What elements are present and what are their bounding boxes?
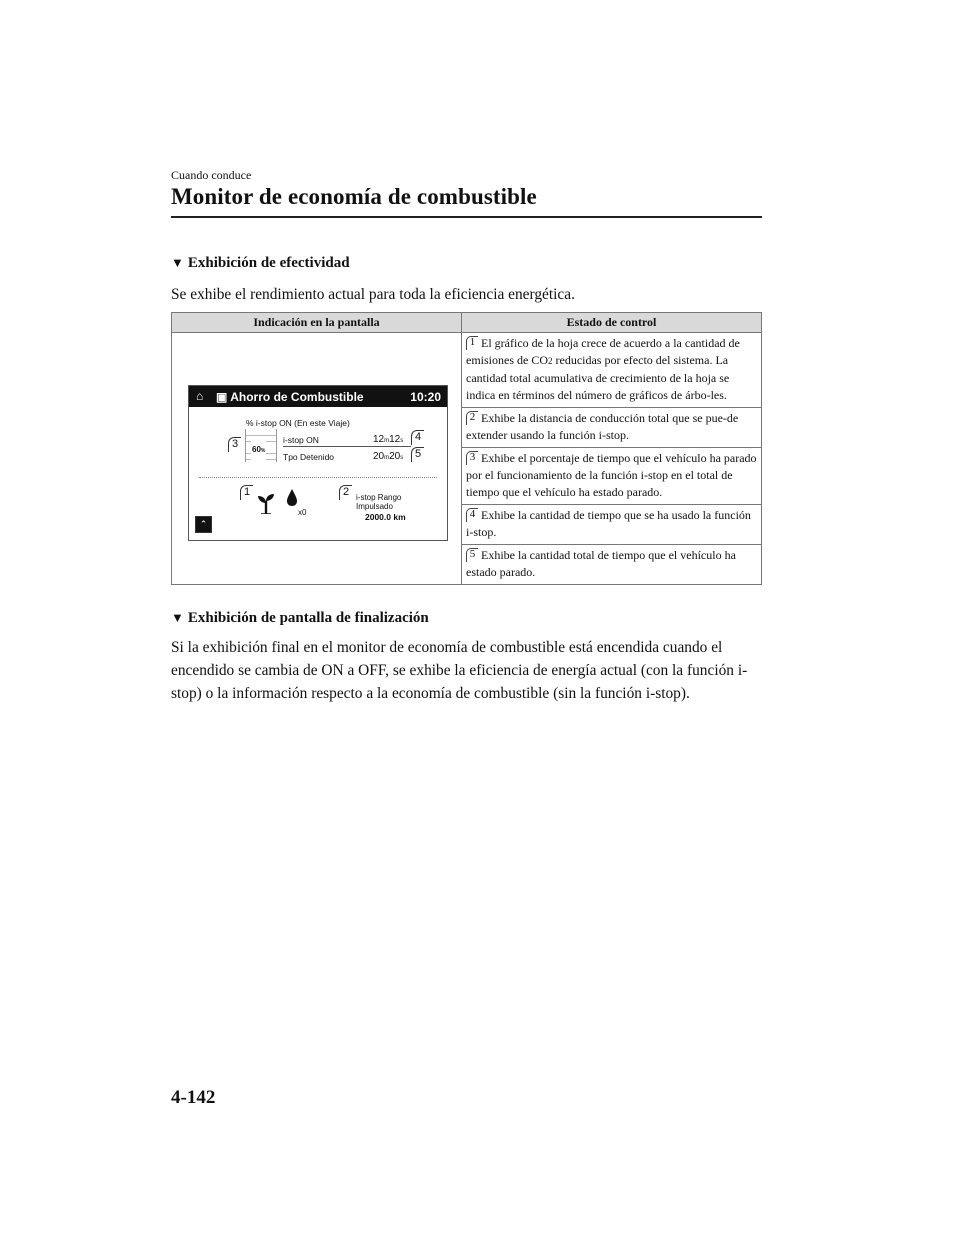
screen-subtitle: % i-stop ON (En este Viaje)	[246, 418, 350, 428]
control-row-5: 5 Exhibe la cantidad total de tiempo que el vehículo ha estado parado.	[462, 545, 762, 585]
triangle-marker-icon: ▼	[171, 610, 184, 625]
range-label-line2: Impulsado	[356, 502, 393, 511]
stopped-time-label: Tpo Detenido	[283, 452, 335, 462]
fuel-economy-screen	[188, 385, 448, 541]
screen-divider	[199, 477, 437, 478]
page-number: 4-142	[171, 1087, 216, 1108]
chevron-up-icon: ⌃	[195, 516, 212, 533]
screen-clock: 10:20	[410, 390, 441, 404]
tree-count: x0	[298, 508, 307, 517]
screen-illustration-cell	[172, 333, 462, 585]
range-value: 2000.0 km	[365, 512, 406, 522]
control-row-2: 2 Exhibe la distancia de conducción total que se pue-de extender usando la función i-stop.	[462, 408, 762, 448]
gauge-value: 60%	[251, 441, 266, 460]
istop-on-label: i-stop ON	[283, 435, 319, 445]
column-header-display: Indicación en la pantalla	[172, 313, 462, 333]
callout-3: 3	[228, 437, 241, 452]
screen-header	[189, 386, 447, 407]
title-rule	[171, 216, 762, 218]
control-table	[171, 312, 762, 585]
triangle-marker-icon: ▼	[171, 255, 184, 270]
callout-number: 4	[466, 508, 478, 522]
screen-title: ▣ Ahorro de Combustible	[216, 390, 364, 404]
column-header-control: Estado de control	[462, 313, 762, 333]
section-heading-effectiveness: ▼ Exhibición de efectividad	[171, 255, 350, 271]
istop-on-time: 12m12s	[373, 434, 404, 445]
callout-number: 1	[466, 336, 478, 350]
callout-5: 5	[411, 447, 424, 462]
callout-number: 2	[466, 411, 478, 425]
callout-2: 2	[339, 485, 352, 500]
chapter-label: Cuando conduce	[171, 168, 252, 182]
callout-1: 1	[240, 485, 253, 500]
tree-icon	[286, 489, 298, 507]
section-body: Si la exhibición final en el monitor de economía de combustible está encendida cuando el encendido se cambia de ON a OFF, se exhibe la eficiencia de energía actual (con la función i-stop) o la información respecto a la economía de combustible (sin la función i-stop).	[171, 639, 748, 702]
percent-gauge	[245, 429, 277, 462]
range-label-line1: i-stop Rango	[356, 493, 402, 502]
sprout-icon	[257, 492, 275, 514]
control-row-3: 3 Exhibe el porcentaje de tiempo que el vehículo ha parado por el funcionamiento de la función i-stop en el total de tiempo que el vehículo ha estado parado.	[462, 448, 762, 505]
home-icon: ⌂	[196, 389, 204, 403]
callout-4: 4	[411, 430, 424, 445]
control-row-1: 1 El gráfico de la hoja crece de acuerdo a la cantidad de emisiones de CO2 reducidas por efecto del sistema. La cantidad total acumulativa de crecimiento de la hoja se indica en términos del número de gráficos de árbo-les.	[462, 333, 762, 408]
section-heading-finalization: ▼ Exhibición de pantalla de finalización	[171, 610, 429, 626]
callout-number: 5	[466, 548, 478, 562]
callout-number: 3	[466, 451, 478, 465]
stopped-time: 20m20s	[373, 451, 404, 462]
section-intro: Se exhibe el rendimiento actual para toda la eficiencia energética.	[171, 286, 575, 303]
page-title: Monitor de economía de combustible	[171, 184, 537, 209]
control-row-4: 4 Exhibe la cantidad de tiempo que se ha usado la función i-stop.	[462, 505, 762, 545]
